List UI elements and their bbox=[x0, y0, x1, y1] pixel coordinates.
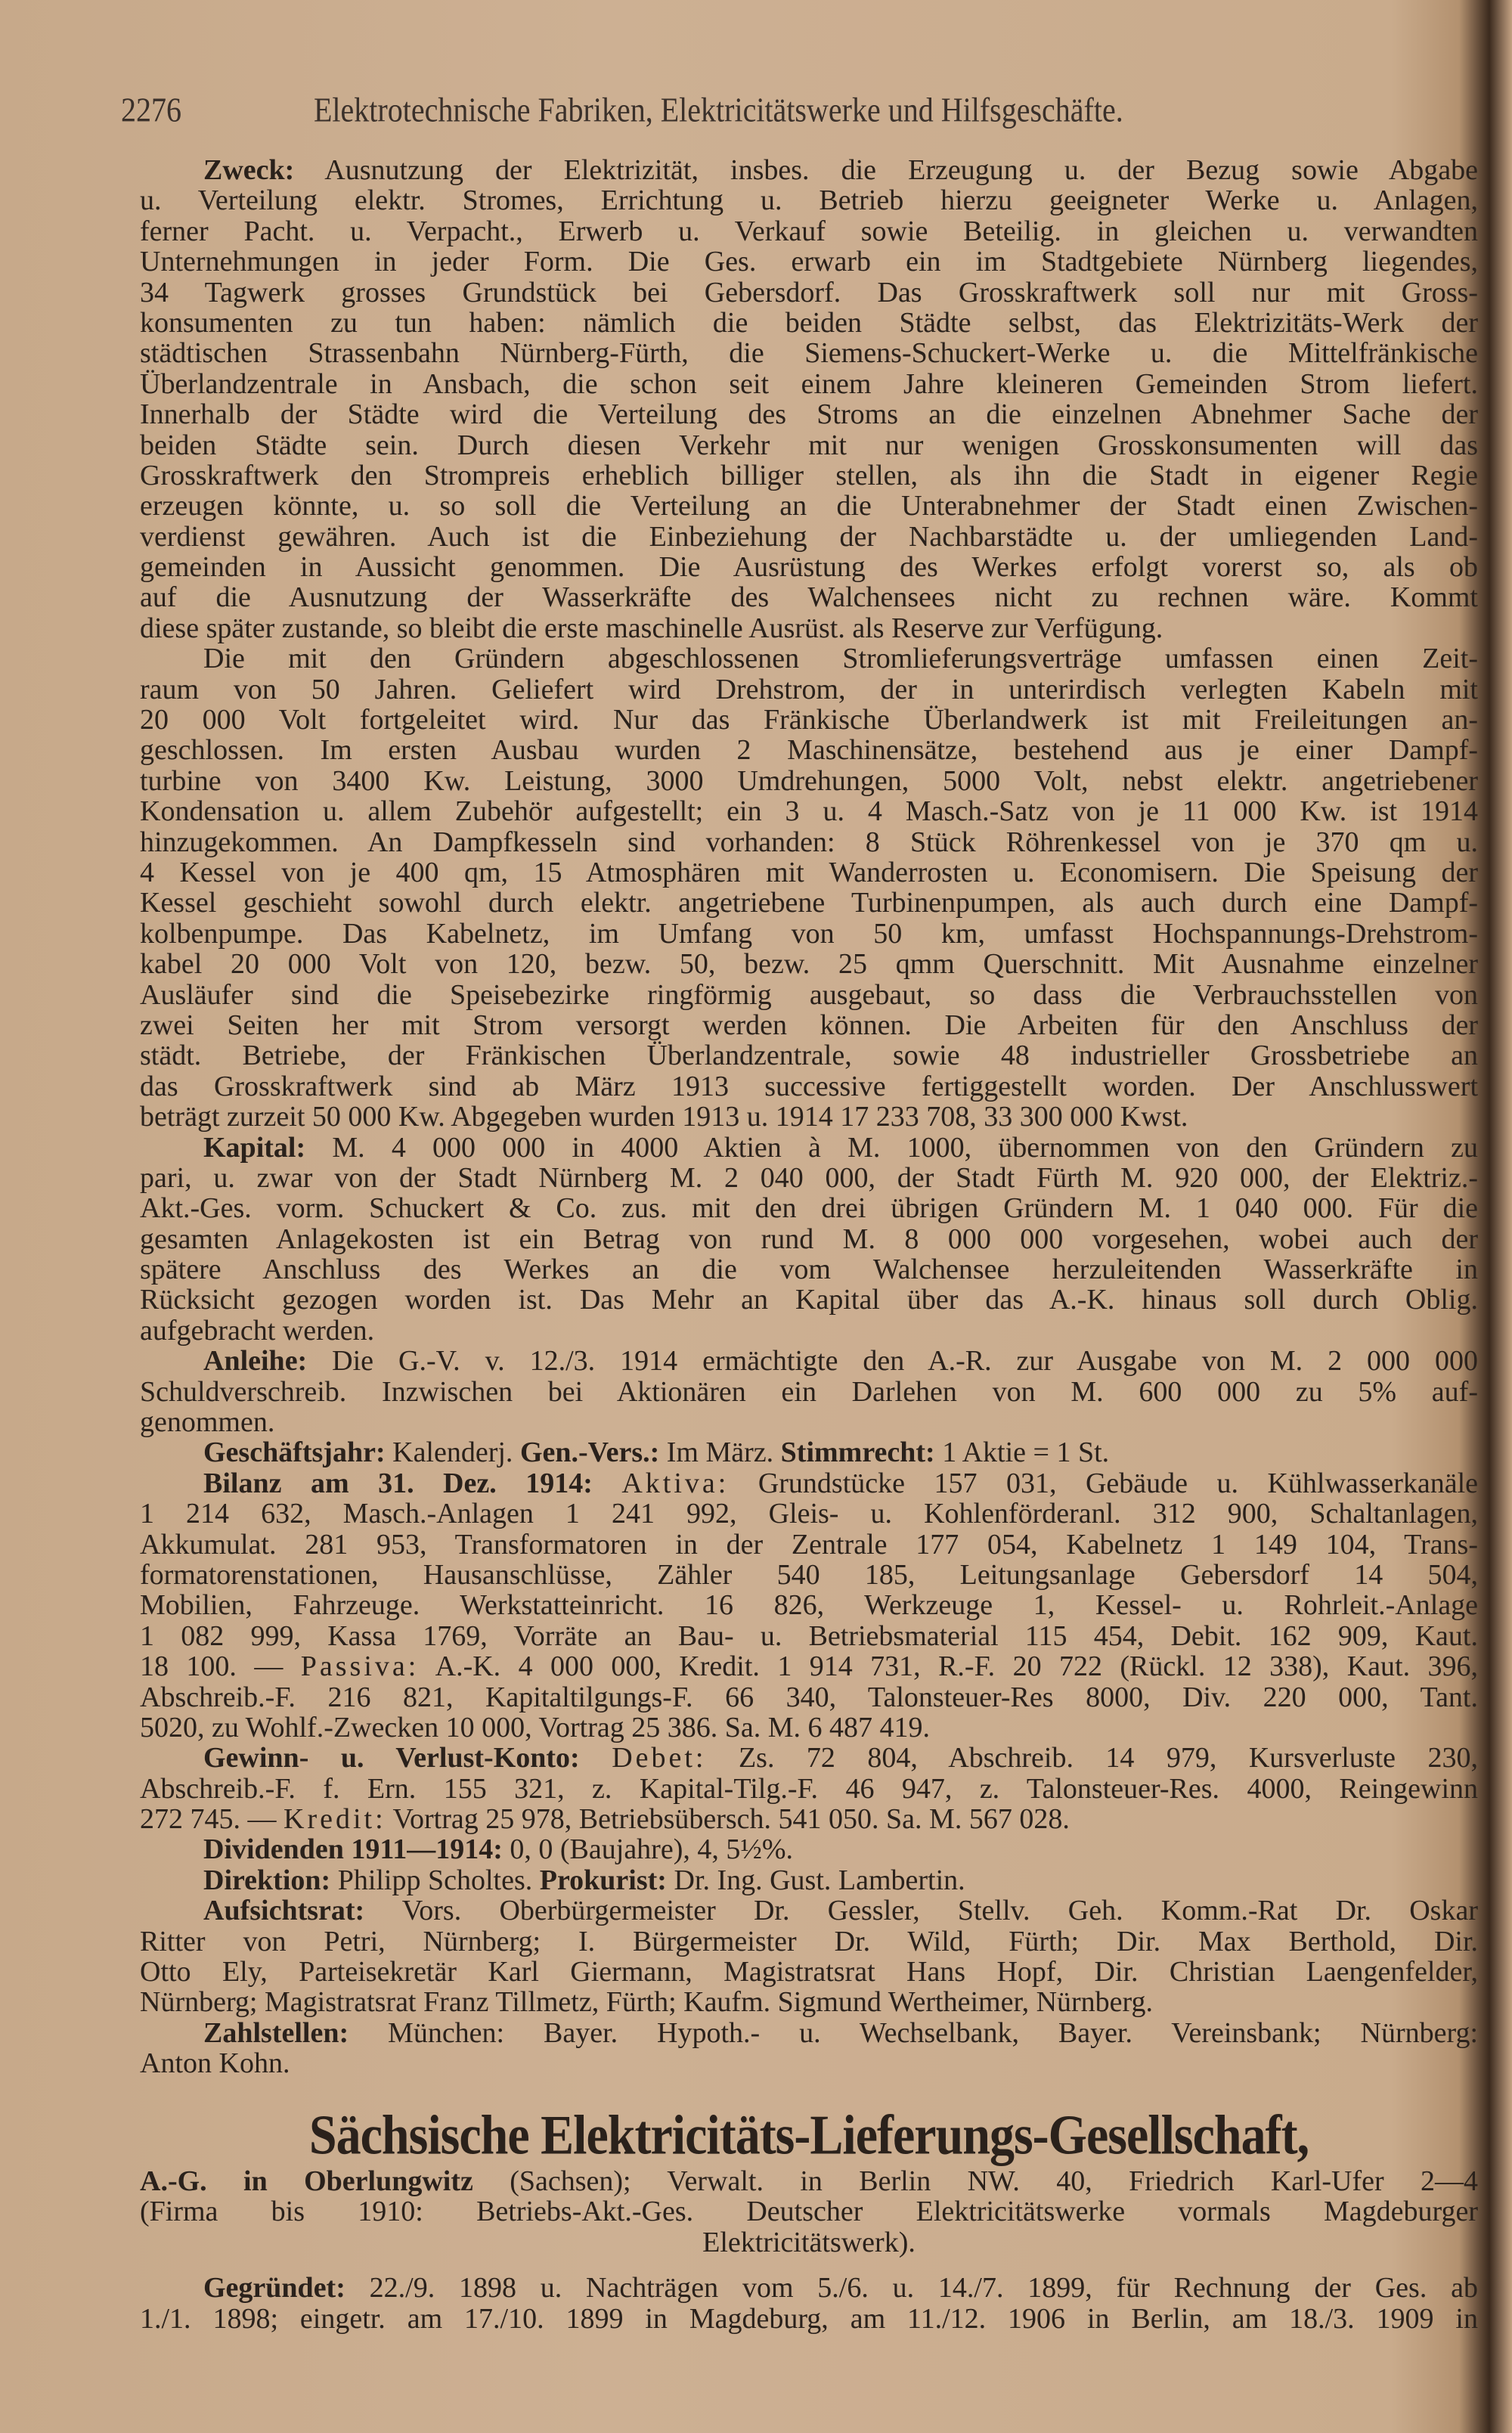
text-line bbox=[140, 919, 1478, 949]
field-label: Dividenden 1911—1914: bbox=[203, 1833, 503, 1866]
text-line bbox=[140, 1071, 1478, 1102]
page-number: 2276 bbox=[121, 90, 181, 129]
text-line bbox=[140, 552, 1478, 582]
text-line bbox=[140, 735, 1478, 765]
line-text: Ausläufer sind die Speisebezirke ringförmig ausgebaut, so dass die Verbrauchsstellen von bbox=[140, 978, 1478, 1011]
text-line bbox=[140, 2018, 1478, 2048]
text-line bbox=[140, 369, 1478, 399]
field-label: Direktion: bbox=[203, 1864, 331, 1896]
line-text: 1 082 999, Kassa 1769, Vorräte an Bau- u. Betriebsmaterial 115 454, Debit. 162 909, Kaut. bbox=[140, 1619, 1478, 1652]
text-line bbox=[140, 1651, 1478, 1681]
text-line bbox=[140, 1040, 1478, 1071]
text-line bbox=[140, 1102, 1478, 1132]
text-line bbox=[140, 185, 1478, 215]
running-header bbox=[121, 89, 1123, 130]
line-text: beträgt zurzeit 50 000 Kw. Abgegeben wurden 1913 u. 1914 17 233 708, 33 300 000 Kwst. bbox=[140, 1101, 1188, 1133]
text-line bbox=[140, 1010, 1478, 1040]
text-line bbox=[140, 1530, 1478, 1560]
text-line bbox=[140, 1804, 1478, 1834]
line-text: verdienst gewähren. Auch ist die Einbeziehung der Nachbarstädte u. der umliegenden Land- bbox=[140, 520, 1478, 553]
text-line bbox=[140, 2227, 1478, 2258]
paragraph bbox=[140, 1743, 1478, 1834]
text-line bbox=[140, 2304, 1478, 2334]
paragraph bbox=[140, 1133, 1478, 1347]
text-line bbox=[140, 216, 1478, 246]
text-line bbox=[140, 1682, 1478, 1712]
line-text: Otto Ely, Parteisekretär Karl Giermann, Magistratsrat Hans Hopf, Dir. Christian Laengenfelder, bbox=[140, 1956, 1478, 1988]
text-line bbox=[140, 705, 1478, 735]
line-text: erzeugen könnte, u. so soll die Verteilung an die Unterabnehmer der Stadt einen Zwischen- bbox=[140, 490, 1478, 522]
paragraph bbox=[140, 1437, 1478, 1468]
line-text: Ritter von Petri, Nürnberg; I. Bürgermeister Dr. Wild, Fürth; Dir. Max Berthold, Dir. bbox=[140, 1925, 1478, 1957]
field-label: Stimmrecht: bbox=[780, 1437, 935, 1469]
text-line bbox=[140, 491, 1478, 521]
line-text: Kessel geschieht sowohl durch elektr. angetriebene Turbinenpumpen, als auch durch eine Dampf- bbox=[140, 887, 1478, 919]
line-text: kolbenpumpe. Das Kabelnetz, im Umfang von 50 km, umfasst Hochspannungs-Drehstrom- bbox=[140, 917, 1478, 950]
text-line bbox=[140, 522, 1478, 552]
line-text: Dr. Ing. Gust. Lambertin. bbox=[666, 1864, 965, 1896]
text-line bbox=[140, 1834, 1478, 1864]
line-text: Akt.-Ges. vorm. Schuckert & Co. zus. mit den drei übrigen Gründern M. 1 040 000. Für die bbox=[140, 1192, 1478, 1225]
field-label: Zweck: bbox=[203, 154, 295, 186]
line-text: 1./1. 1898; eingetr. am 17./10. 1899 in Magdeburg, am 11./12. 1906 in Berlin, am 18./3. 1909 in bbox=[140, 2302, 1478, 2335]
line-text: ferner Pacht. u. Verpacht., Erwerb u. Verkauf sowie Beteilig. in gleichen u. verwandten bbox=[140, 215, 1478, 247]
field-label: Anleihe: bbox=[203, 1345, 308, 1378]
line-text: Grundstücke 157 031, Gebäude u. Kühlwasserkanäle bbox=[729, 1467, 1479, 1499]
text-line bbox=[140, 338, 1478, 368]
text-line bbox=[140, 582, 1478, 612]
text-line bbox=[140, 460, 1478, 491]
line-text: Unternehmungen in jeder Form. Die Ges. erwarb ein im Stadtgebiete Nürnberg liegendes, bbox=[140, 246, 1478, 278]
text-line bbox=[140, 1224, 1478, 1254]
text-line bbox=[140, 2048, 1478, 2078]
text-line bbox=[140, 1437, 1478, 1468]
line-text: beiden Städte sein. Durch diesen Verkehr mit nur wenigen Grosskonsumenten will das bbox=[140, 429, 1478, 461]
paragraph bbox=[140, 155, 1478, 643]
paragraph bbox=[140, 1865, 1478, 1895]
field-label: Gewinn- u. Verlust-Konto: bbox=[203, 1742, 580, 1774]
text-line bbox=[140, 1987, 1478, 2017]
field-label: Geschäftsjahr: bbox=[203, 1437, 386, 1469]
text-line bbox=[140, 2273, 1478, 2303]
text-line bbox=[140, 1499, 1478, 1529]
text-line bbox=[140, 399, 1478, 429]
field-label: Zahlstellen: bbox=[203, 2016, 349, 2049]
text-line bbox=[140, 430, 1478, 460]
line-text: Vortrag 25 978, Betriebsübersch. 541 050. Sa. M. 567 028. bbox=[386, 1803, 1070, 1836]
line-text: Abschreib.-F. f. Ern. 155 321, z. Kapital-Tilg.-F. 46 947, z. Talonsteuer-Res. 4000, Reingewinn bbox=[140, 1772, 1478, 1805]
line-text: Innerhalb der Städte wird die Verteilung des Stroms an die einzelnen Abnehmer Sache der bbox=[140, 398, 1478, 431]
text-line bbox=[140, 1316, 1478, 1346]
line-text: 18 100. — bbox=[140, 1650, 301, 1683]
text-line bbox=[140, 308, 1478, 338]
line-text: Anton Kohn. bbox=[140, 2047, 290, 2080]
text-line bbox=[140, 1743, 1478, 1773]
gegruendet-paragraph bbox=[140, 2273, 1478, 2334]
line-text: A.-K. 4 000 000, Kredit. 1 914 731, R.-F. 20 722 (Rückl. 12 338), Kaut. 396, bbox=[419, 1650, 1478, 1683]
line-text: München: Bayer. Hypoth.- u. Wechselbank, Bayer. Vereinsbank; Nürnberg: bbox=[349, 2016, 1478, 2049]
field-label: Kapital: bbox=[203, 1131, 306, 1164]
field-label: Bilanz am 31. Dez. 1914: bbox=[203, 1467, 593, 1499]
line-text: Die mit den Gründern abgeschlossenen Stromlieferungsverträge umfassen einen Zeit- bbox=[203, 643, 1478, 675]
next-entry bbox=[140, 2106, 1478, 2334]
line-text: diese später zustande, so bleibt die erste maschinelle Ausrüst. als Reserve zur Verfügung. bbox=[140, 612, 1163, 644]
line-text: 1 214 632, Masch.-Anlagen 1 241 992, Gleis- u. Kohlenförderanl. 312 900, Schaltanlagen, bbox=[140, 1498, 1478, 1530]
text-line bbox=[140, 1163, 1478, 1193]
line-text: geschlossen. Im ersten Ausbau wurden 2 Maschinensätze, bestehend aus je einer Dampf- bbox=[140, 734, 1478, 767]
line-text: Nürnberg; Magistratsrat Franz Tillmetz, Fürth; Kaufm. Sigmund Wertheimer, Nürnberg. bbox=[140, 1986, 1154, 2019]
line-text: städt. Betriebe, der Fränkischen Überlandzentrale, sowie 48 industrieller Grossbetriebe an bbox=[140, 1040, 1478, 1072]
text-line bbox=[140, 1133, 1478, 1163]
line-text: Die G.-V. v. 12./3. 1914 ermächtigte den A.-R. zur Ausgabe von M. 2 000 000 bbox=[307, 1345, 1478, 1378]
line-text: Grosskraftwerk den Strompreis erheblich billiger stellen, als ihn die Stadt in eigener Regie bbox=[140, 459, 1478, 491]
text-line bbox=[140, 1285, 1478, 1315]
line-text: hinzugekommen. An Dampfkesseln sind vorhanden: 8 Stück Röhrenkessel von je 370 qm u. bbox=[140, 826, 1478, 858]
line-text: 0, 0 (Baujahre), 4, 5½%. bbox=[502, 1833, 794, 1866]
line-text: genommen. bbox=[140, 1406, 275, 1439]
text-line bbox=[140, 277, 1478, 308]
line-text bbox=[580, 1742, 612, 1774]
line-text: Ausnutzung der Elektrizität, insbes. die Erzeugung u. der Bezug sowie Abgabe bbox=[294, 154, 1478, 186]
text-line bbox=[140, 1895, 1478, 1926]
line-text: kabel 20 000 Volt von 120, bezw. 50, bezw. 25 qmm Querschnitt. Mit Ausnahme einzelner bbox=[140, 948, 1478, 981]
line-text: Abschreib.-F. 216 821, Kapitaltilgungs-F. 66 340, Talonsteuer-Res 8000, Div. 220 000, Tant. bbox=[140, 1681, 1478, 1713]
text-line bbox=[140, 1193, 1478, 1223]
line-text: u. Verteilung elektr. Stromes, Errichtung u. Betrieb hierzu geeigneter Werke u. Anlagen, bbox=[140, 184, 1478, 217]
text-line bbox=[140, 1957, 1478, 1987]
line-text: pari, u. zwar von der Stadt Nürnberg M. 2 040 000, der Stadt Fürth M. 920 000, der Elektriz.- bbox=[140, 1161, 1478, 1194]
paragraph bbox=[140, 643, 1478, 1132]
text-line bbox=[140, 1621, 1478, 1651]
spaced-label: Passiva: bbox=[300, 1650, 420, 1683]
text-line bbox=[140, 766, 1478, 796]
line-text: raum von 50 Jahren. Geliefert wird Drehstrom, der in unterirdisch verlegten Kabeln mit bbox=[140, 673, 1478, 705]
spaced-label: Kredit: bbox=[284, 1803, 386, 1836]
line-text: konsumenten zu tun haben: nämlich die beiden Städte selbst, das Elektrizitäts-Werk der bbox=[140, 306, 1478, 339]
line-text: gemeinden in Aussicht genommen. Die Ausrüstung des Werkes erfolgt vorerst so, als ob bbox=[140, 551, 1478, 584]
running-title: Elektrotechnische Fabriken, Elektricitätswerke und Hilfsgeschäfte. bbox=[314, 90, 1123, 129]
spaced-label: Debet: bbox=[612, 1742, 707, 1774]
line-text: Rücksicht gezogen worden ist. Das Mehr an Kapital über das A.-K. hinaus soll durch Oblig. bbox=[140, 1284, 1478, 1316]
line-text: (Firma bis 1910: Betriebs-Akt.-Ges. Deutscher Elektricitätswerke vormals Magdeburger bbox=[140, 2196, 1478, 2228]
text-line bbox=[140, 643, 1478, 674]
paragraph bbox=[140, 2018, 1478, 2079]
field-label: Gegründet: bbox=[203, 2272, 345, 2304]
text-line bbox=[140, 1254, 1478, 1285]
line-text bbox=[593, 1468, 621, 1499]
text-line bbox=[140, 1377, 1478, 1407]
line-text: 22./9. 1898 u. Nachträgen vom 5./6. u. 14./7. 1899, für Rechnung der Ges. ab bbox=[345, 2272, 1478, 2304]
text-line bbox=[140, 1712, 1478, 1743]
field-label: Gen.-Vers.: bbox=[519, 1437, 660, 1469]
text-line bbox=[140, 1774, 1478, 1804]
line-text: formatorenstationen, Hausanschlüsse, Zähler 540 185, Leitungsanlage Gebersdorf 14 504, bbox=[140, 1558, 1478, 1591]
line-text: Schuldverschreib. Inzwischen bei Aktionären ein Darlehen von M. 600 000 zu 5% auf- bbox=[140, 1375, 1478, 1408]
line-text: 4 Kessel von je 400 qm, 15 Atmosphären mit Wanderrosten u. Economisern. Die Speisung der bbox=[140, 856, 1478, 888]
text-line bbox=[140, 674, 1478, 705]
line-text: turbine von 3400 Kw. Leistung, 3000 Umdrehungen, 5000 Volt, nebst elektr. angetriebener bbox=[140, 764, 1478, 797]
text-line bbox=[140, 2166, 1478, 2196]
line-text: auf die Ausnutzung der Wasserkräfte des Walchensees nicht zu rechnen wäre. Kommt bbox=[140, 581, 1478, 614]
paragraph bbox=[140, 1895, 1478, 2018]
line-text: städtischen Strassenbahn Nürnberg-Fürth, die Siemens-Schuckert-Werke u. die Mittelfränkische bbox=[140, 337, 1478, 370]
line-text: 1 Aktie = 1 St. bbox=[934, 1437, 1110, 1469]
text-line bbox=[140, 613, 1478, 643]
line-text: 20 000 Volt fortgeleitet wird. Nur das Fränkische Überlandwerk ist mit Freileitungen an- bbox=[140, 704, 1478, 736]
line-text: zwei Seiten her mit Strom versorgt werden können. Die Arbeiten für den Anschluss der bbox=[140, 1009, 1478, 1041]
line-text: gesamten Anlagekosten ist ein Betrag von rund M. 8 000 000 vorgesehen, wobei auch der bbox=[140, 1223, 1478, 1255]
article-body bbox=[140, 155, 1478, 2079]
line-text: das Grosskraftwerk sind ab März 1913 successive fertiggestellt worden. Der Anschlusswert bbox=[140, 1070, 1478, 1102]
line-text: Elektricitätswerk). bbox=[702, 2226, 916, 2258]
text-line bbox=[140, 246, 1478, 277]
text-line bbox=[140, 2196, 1478, 2227]
text-line bbox=[140, 1407, 1478, 1437]
company-subtitle bbox=[140, 2166, 1478, 2258]
text-line bbox=[140, 1865, 1478, 1895]
text-line bbox=[140, 1468, 1478, 1499]
line-text: spätere Anschluss des Werkes an die vom Walchensee herzuleitenden Wasserkräfte in bbox=[140, 1254, 1478, 1286]
line-text: M. 4 000 000 in 4000 Aktien à M. 1000, übernommen von den Gründern zu bbox=[305, 1131, 1478, 1164]
text-line bbox=[140, 1346, 1478, 1376]
line-text: 272 745. — bbox=[140, 1803, 284, 1836]
line-text: Akkumulat. 281 953, Transformatoren in der Zentrale 177 054, Kabelnetz 1 149 104, Trans- bbox=[140, 1528, 1478, 1561]
text-line bbox=[140, 1590, 1478, 1620]
line-text: (Sachsen); Verwalt. in Berlin NW. 40, Friedrich Karl-Ufer 2—4 bbox=[472, 2165, 1478, 2197]
line-text: 5020, zu Wohlf.-Zwecken 10 000, Vortrag 25 386. Sa. M. 6 487 419. bbox=[140, 1711, 930, 1743]
text-line bbox=[140, 1560, 1478, 1590]
line-text: Im März. bbox=[659, 1437, 781, 1469]
line-text: Kondensation u. allem Zubehör aufgestellt; ein 3 u. 4 Masch.-Satz von je 11 000 Kw. ist 1914 bbox=[140, 795, 1478, 828]
field-label: A.-G. in Oberlungwitz bbox=[140, 2165, 473, 2197]
text-line bbox=[140, 155, 1478, 185]
company-title: Sächsische Elektricitäts-Lieferungs-Gesellschaft, bbox=[308, 2104, 1309, 2167]
line-text: Überlandzentrale in Ansbach, die schon seit einem Jahre kleineren Gemeinden Strom liefert. bbox=[140, 367, 1478, 400]
text-line bbox=[140, 1926, 1478, 1957]
text-line bbox=[140, 888, 1478, 918]
text-line bbox=[140, 857, 1478, 888]
line-text: Philipp Scholtes. bbox=[330, 1864, 540, 1896]
text-line bbox=[140, 949, 1478, 979]
line-text: Vors. Oberbürgermeister Dr. Gessler, Stellv. Geh. Komm.-Rat Dr. Oskar bbox=[364, 1895, 1478, 1927]
text-line bbox=[140, 796, 1478, 826]
text-line bbox=[140, 980, 1478, 1010]
field-label: Prokurist: bbox=[539, 1864, 667, 1896]
paragraph bbox=[140, 1468, 1478, 1743]
line-text: Kalenderj. bbox=[385, 1437, 520, 1469]
line-text: Mobilien, Fahrzeuge. Werkstatteinricht. 16 826, Werkzeuge 1, Kessel- u. Rohrleit.-Anlage bbox=[140, 1589, 1478, 1622]
line-text: aufgebracht werden. bbox=[140, 1314, 375, 1347]
paragraph bbox=[140, 1346, 1478, 1437]
spaced-label: Aktiva: bbox=[621, 1467, 730, 1499]
paragraph bbox=[140, 1834, 1478, 1864]
line-text: Zs. 72 804, Abschreib. 14 979, Kursverluste 230, bbox=[706, 1742, 1478, 1774]
line-text: 34 Tagwerk grosses Grundstück bei Gebersdorf. Das Grosskraftwerk soll nur mit Gross- bbox=[140, 276, 1478, 308]
field-label: Aufsichtsrat: bbox=[203, 1895, 365, 1927]
text-line bbox=[140, 827, 1478, 857]
